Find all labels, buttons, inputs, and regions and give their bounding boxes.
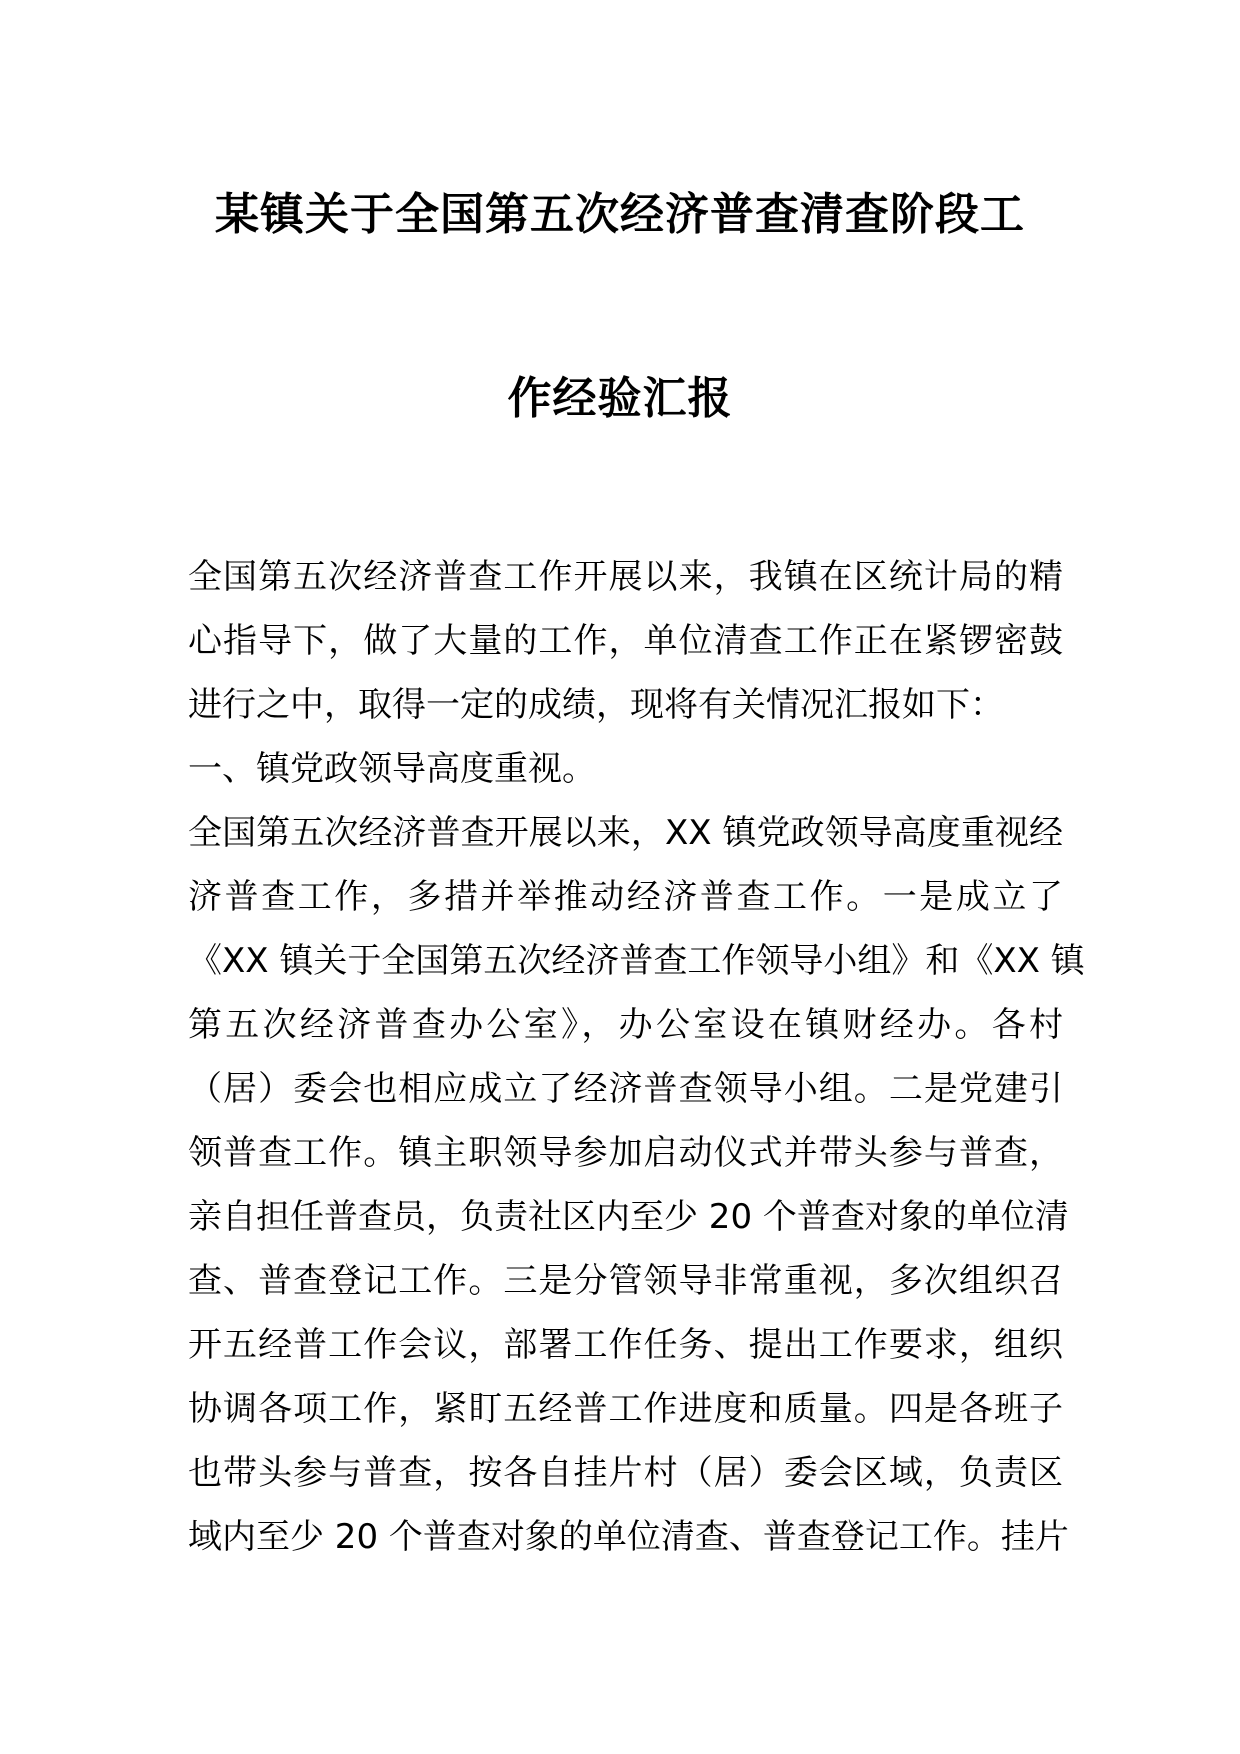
document-body	[188, 545, 1085, 1569]
body-line: （居）委会也相应成立了经济普查领导小组。二是党建引	[188, 1069, 1063, 1109]
body-line: 全国第五次经济普查开展以来，XX 镇党政领导高度重视经	[188, 813, 1063, 853]
body-line: 亲自担任普查员，负责社区内至少 20 个普查对象的单位清	[188, 1197, 1069, 1237]
body-line: 也带头参与普查，按各自挂片村（居）委会区域，负责区	[188, 1453, 1063, 1493]
body-line: 《XX 镇关于全国第五次经济普查工作领导小组》和《XX 镇	[188, 941, 1085, 981]
body-line: 查、普查登记工作。三是分管领导非常重视，多次组织召	[188, 1261, 1063, 1301]
body-line: 开五经普工作会议，部署工作任务、提出工作要求，组织	[188, 1325, 1063, 1365]
body-line: 济普查工作，多措并举推动经济普查工作。一是成立了	[188, 877, 1063, 917]
body-line: 进行之中，取得一定的成绩，现将有关情况汇报如下：	[188, 685, 1004, 725]
body-line: 心指导下，做了大量的工作，单位清查工作正在紧锣密鼓	[188, 621, 1063, 661]
document-title-line-1: 某镇关于全国第五次经济普查清查阶段工	[215, 189, 1025, 240]
body-line: 领普查工作。镇主职领导参加启动仪式并带头参与普查，	[188, 1133, 1063, 1173]
section-heading: 一、镇党政领导高度重视。	[188, 749, 596, 789]
body-line: 全国第五次经济普查工作开展以来，我镇在区统计局的精	[188, 557, 1063, 597]
body-line: 协调各项工作，紧盯五经普工作进度和质量。四是各班子	[188, 1389, 1063, 1429]
body-line: 第五次经济普查办公室》，办公室设在镇财经办。各村	[188, 1005, 1063, 1045]
body-line: 域内至少 20 个普查对象的单位清查、普查登记工作。挂片	[188, 1517, 1069, 1557]
document-title-line-2: 作经验汇报	[507, 373, 733, 424]
